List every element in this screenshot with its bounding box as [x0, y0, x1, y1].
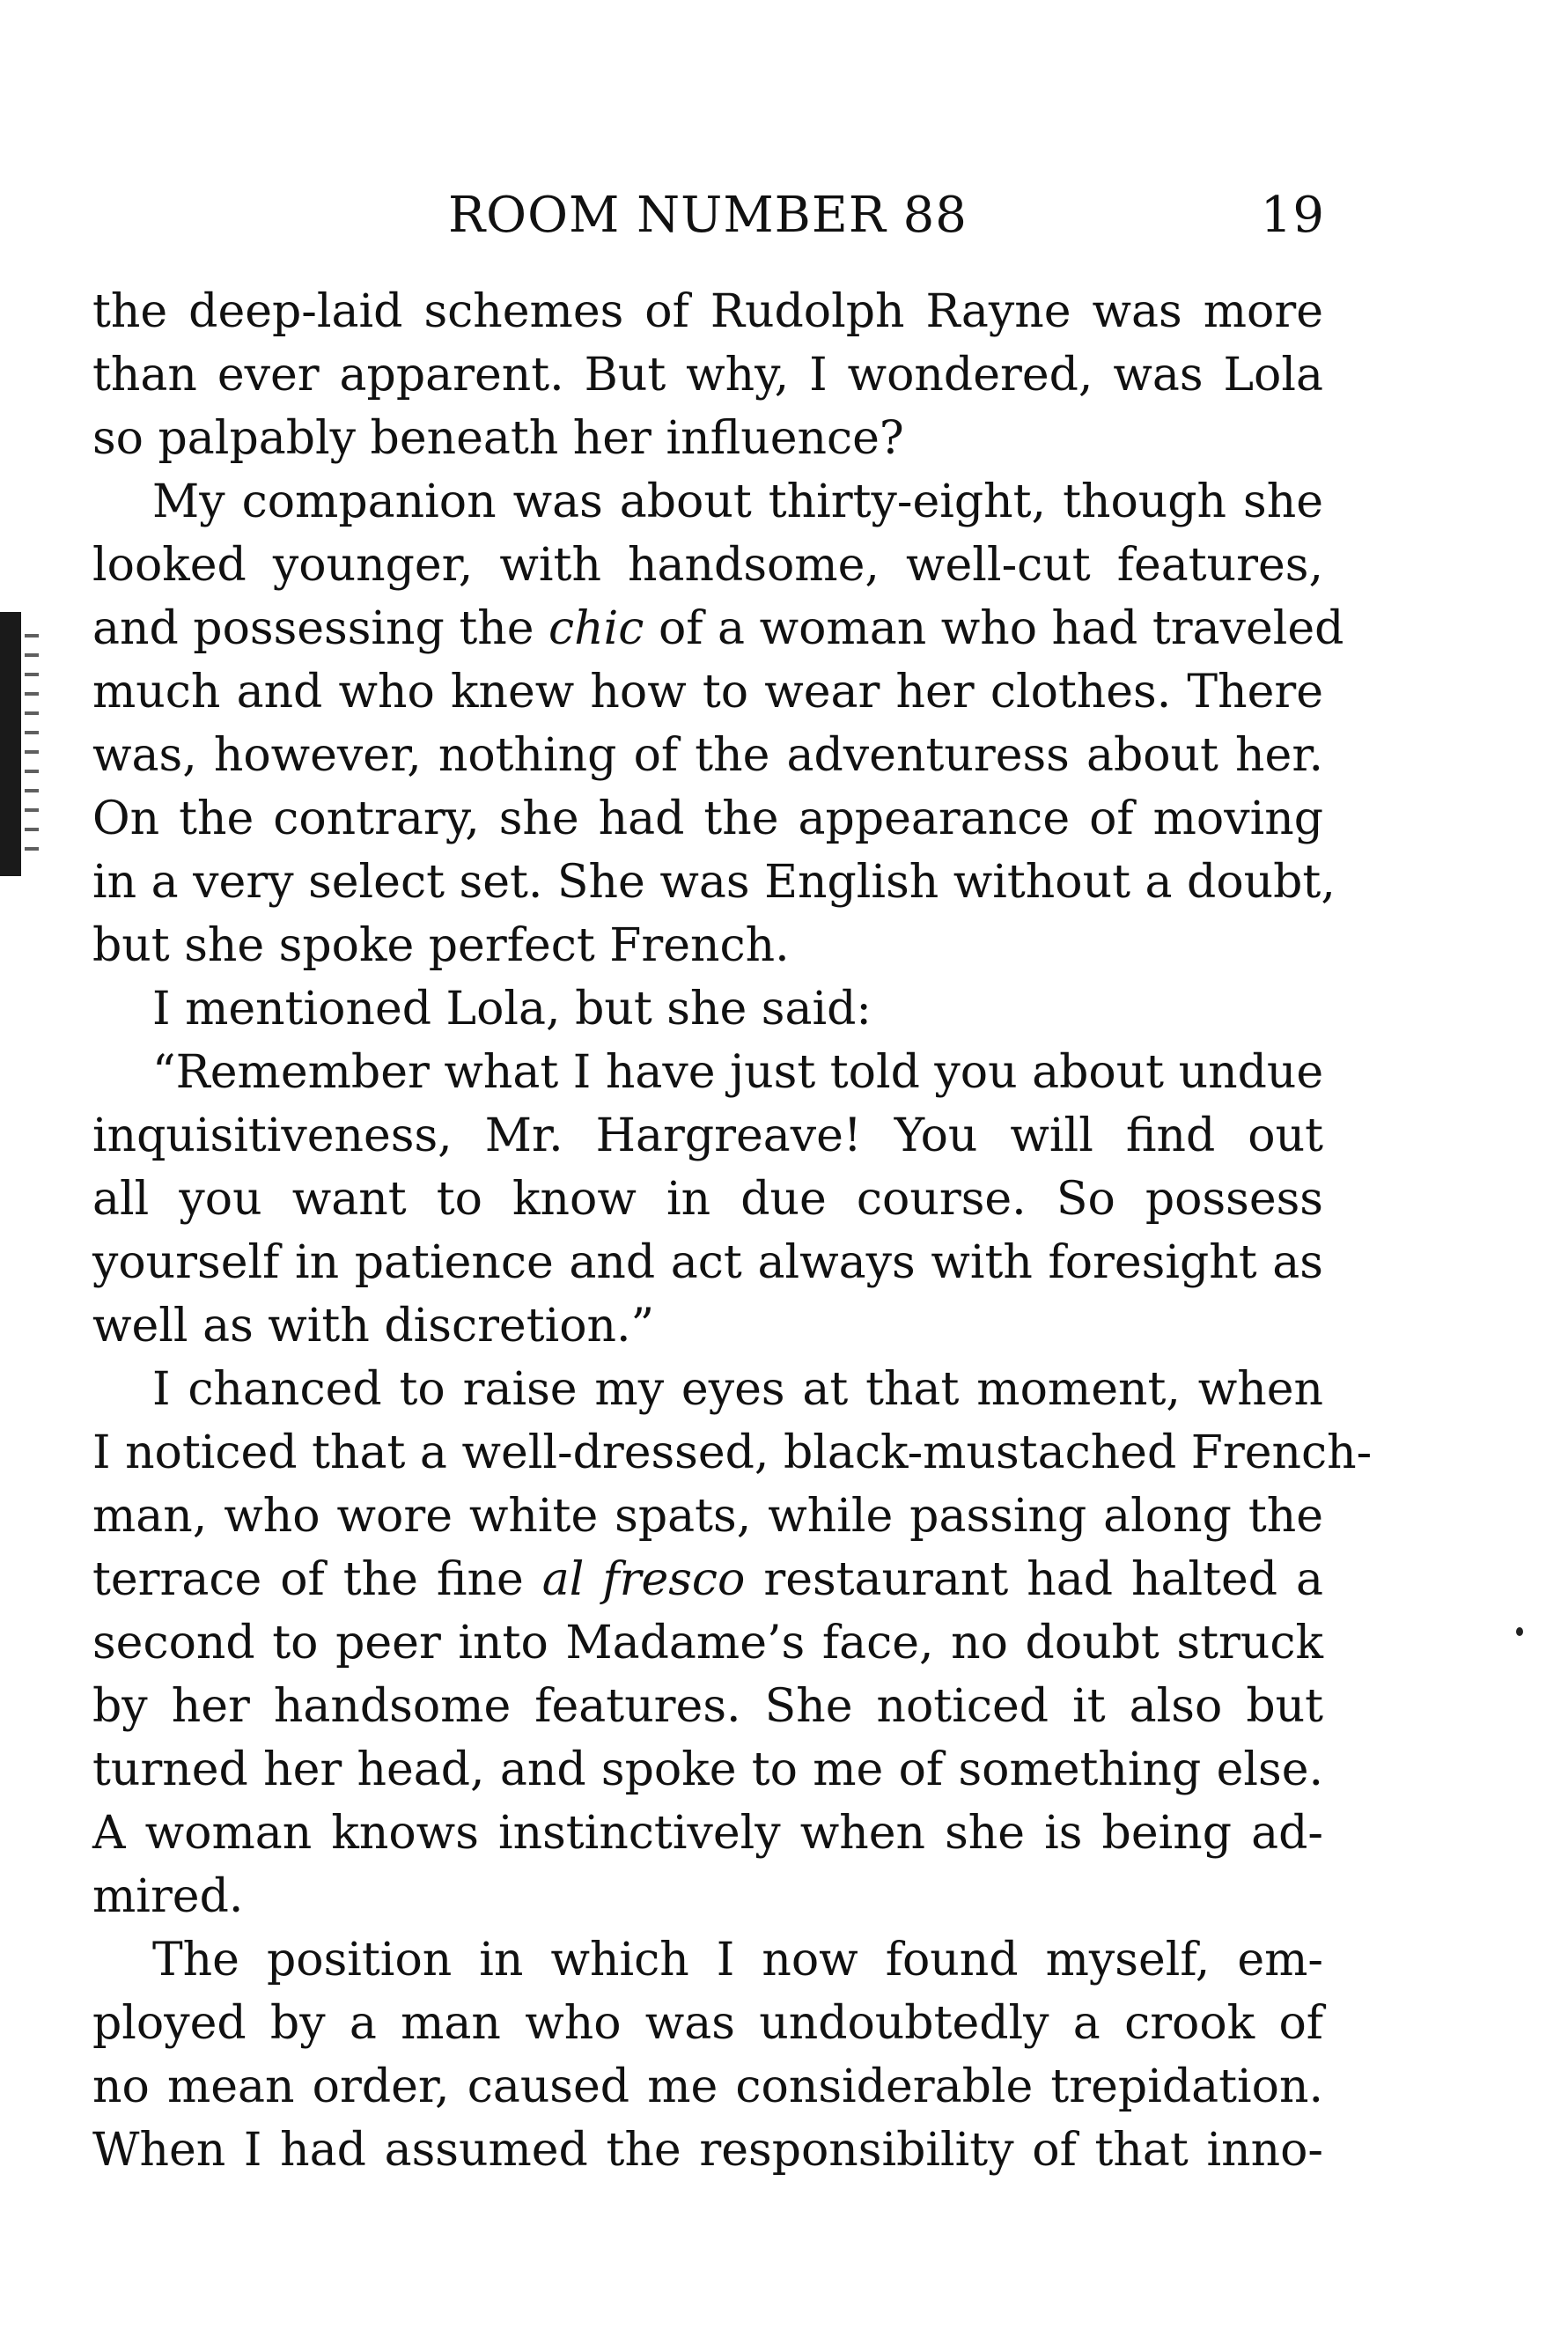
text-line: so palpably beneath her influence?: [92, 412, 904, 465]
text-line: I noticed that a well-dressed, black-mustached French-: [92, 1426, 1373, 1479]
text-line: turned her head, and spoke to me of something else.: [92, 1743, 1323, 1796]
text-line: inquisitiveness, Mr. Hargreave! You will find out: [92, 1109, 1323, 1162]
text-fragment: and possessing the: [92, 602, 549, 655]
text-line: by her handsome features. She noticed it also but: [92, 1680, 1323, 1733]
margin-scan-dots: [25, 634, 39, 863]
text-line: [92, 597, 1344, 660]
text-line: [92, 1548, 1323, 1611]
text-line: much and who knew how to wear her clothes. There: [92, 666, 1323, 719]
body-text: [92, 280, 1373, 2182]
running-head: [92, 181, 1325, 251]
text-line: all you want to know in due course. So possess: [92, 1173, 1323, 1226]
text-line: in a very select set. She was English without a doubt,: [92, 856, 1336, 909]
text-line: yourself in patience and act always with foresight as: [92, 1236, 1323, 1289]
text-line: no mean order, caused me considerable trepidation.: [92, 2060, 1323, 2113]
text-line: I chanced to raise my eyes at that moment, when: [152, 1363, 1323, 1416]
text-line: The position in which I now found myself, em-: [152, 1934, 1323, 1986]
text-fragment: terrace of the fine: [92, 1553, 542, 1606]
text-line: but she spoke perfect French.: [92, 919, 790, 972]
text-line: When I had assumed the responsibility of that inno-: [92, 2124, 1323, 2177]
ink-speck: [1516, 1627, 1523, 1636]
italic-word: chic: [548, 602, 644, 655]
text-line: looked younger, with handsome, well-cut features,: [92, 539, 1323, 592]
text-line: On the contrary, she had the appearance of moving: [92, 792, 1323, 845]
running-title: ROOM NUMBER 88: [448, 187, 968, 244]
text-line: My companion was about thirty-eight, though she: [152, 475, 1323, 528]
text-line: mired.: [92, 1870, 244, 1923]
italic-phrase: al fresco: [541, 1553, 746, 1606]
text-line: I mentioned Lola, but she said:: [152, 983, 872, 1036]
text-line: “Remember what I have just told you about undue: [152, 1046, 1324, 1099]
text-line: man, who wore white spats, while passing along the: [92, 1490, 1323, 1543]
text-line: well as with discretion.”: [92, 1300, 655, 1352]
page-number: 19: [1260, 187, 1325, 244]
text-line: than ever apparent. But why, I wondered, was Lola: [92, 349, 1323, 402]
margin-scan-mark: [0, 612, 21, 876]
text-fragment: of a woman who had traveled: [644, 602, 1344, 655]
text-line: the deep-laid schemes of Rudolph Rayne was more: [92, 285, 1323, 338]
text-line: was, however, nothing of the adventuress about her.: [92, 729, 1323, 782]
text-line: A woman knows instinctively when she is being ad-: [92, 1807, 1323, 1860]
text-line: ployed by a man who was undoubtedly a crook of: [92, 1997, 1323, 2050]
text-line: second to peer into Madame’s face, no doubt struck: [92, 1617, 1323, 1669]
text-fragment: restaurant had halted a: [745, 1553, 1324, 1606]
